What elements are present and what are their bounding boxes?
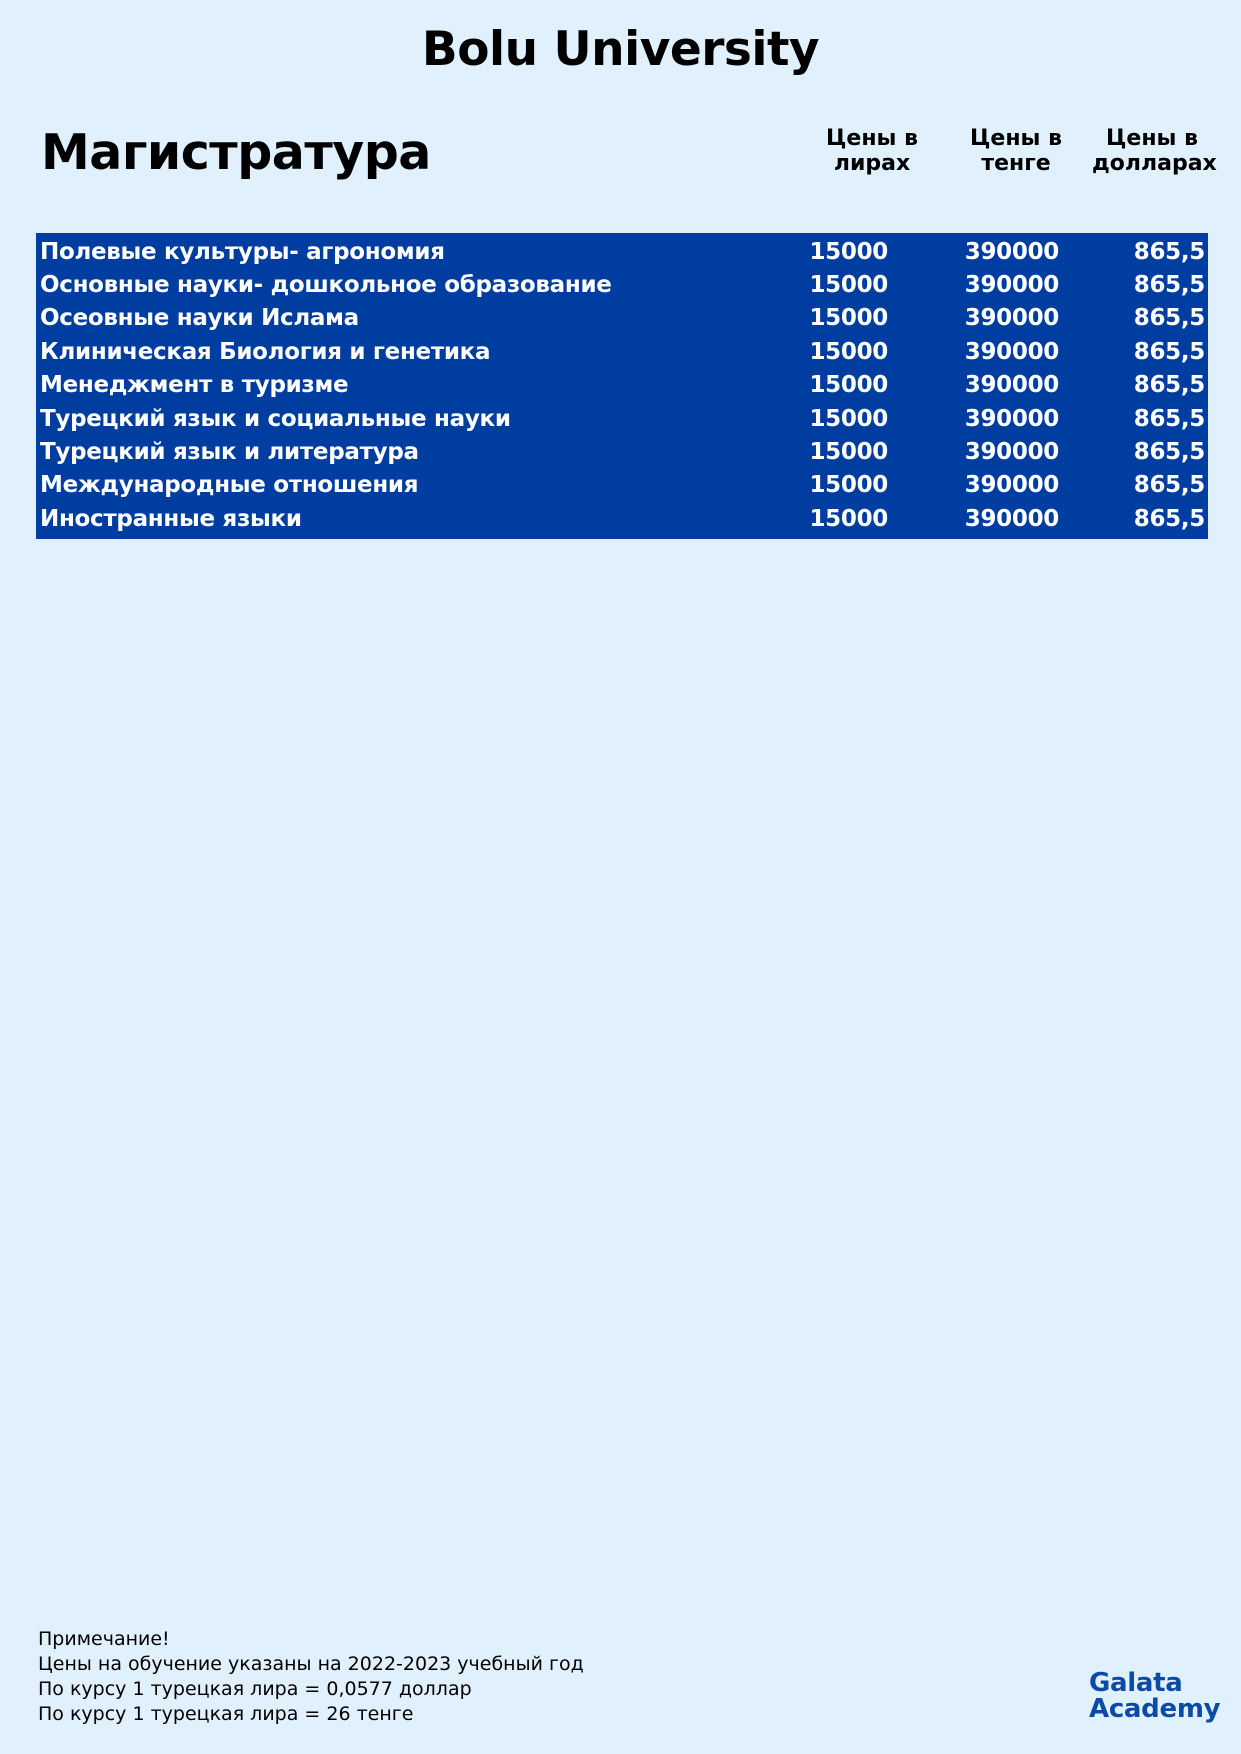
program-name: Иностранные языки [40, 505, 302, 532]
price-tenge: 390000 [964, 338, 1059, 365]
price-lira: 15000 [809, 472, 888, 499]
price-lira: 15000 [809, 505, 888, 532]
price-usd: 865,5 [1133, 439, 1205, 466]
column-header-tenge [956, 126, 1076, 176]
price-usd: 865,5 [1133, 372, 1205, 399]
logo-line1: Galata [1089, 1668, 1183, 1698]
galata-academy-logo [1089, 1670, 1220, 1722]
price-tenge: 390000 [964, 439, 1059, 466]
note-line: По курсу 1 турецкая лира = 26 тенге [38, 1703, 414, 1725]
price-tenge: 390000 [964, 505, 1059, 532]
price-table [36, 233, 1208, 539]
column-header-lira [812, 126, 932, 176]
program-name: Клиническая Биология и генетика [40, 338, 491, 365]
price-lira: 15000 [809, 372, 888, 399]
table-row [36, 369, 1208, 402]
price-lira: 15000 [809, 439, 888, 466]
program-name: Основные науки- дошкольное образование [40, 272, 612, 299]
price-tenge: 390000 [964, 472, 1059, 499]
price-lira: 15000 [809, 405, 888, 432]
price-tenge: 390000 [964, 305, 1059, 332]
logo-line2: Academy [1089, 1694, 1221, 1724]
price-lira: 15000 [809, 272, 888, 299]
column-header-usd-line1: Цены в [1105, 126, 1198, 151]
program-name: Турецкий язык и социальные науки [40, 405, 511, 432]
footnotes [38, 1627, 584, 1727]
price-lira: 15000 [809, 305, 888, 332]
table-row [36, 469, 1208, 502]
price-usd: 865,5 [1133, 238, 1205, 265]
table-row [36, 302, 1208, 335]
table-row [36, 268, 1208, 301]
table-row [36, 402, 1208, 435]
table-row [36, 502, 1208, 535]
column-header-tenge-line2: тенге [981, 151, 1051, 176]
price-usd: 865,5 [1133, 272, 1205, 299]
price-lira: 15000 [809, 238, 888, 265]
program-name: Международные отношения [40, 472, 419, 499]
price-usd: 865,5 [1133, 338, 1205, 365]
column-header-lira-line2: лирах [833, 151, 911, 176]
program-name: Полевые культуры- агрономия [40, 238, 445, 265]
price-usd: 865,5 [1133, 305, 1205, 332]
table-row [36, 335, 1208, 368]
page-title: Bolu University [421, 22, 820, 77]
note-line: Цены на обучение указаны на 2022-2023 учебный год [38, 1653, 584, 1675]
note-heading: Примечание! [38, 1628, 170, 1650]
program-name: Менеджмент в туризме [40, 372, 349, 399]
column-header-usd-line2: долларах [1092, 151, 1217, 176]
column-header-usd [1092, 126, 1217, 176]
price-usd: 865,5 [1133, 472, 1205, 499]
column-header-lira-line1: Цены в [825, 126, 918, 151]
price-tenge: 390000 [964, 372, 1059, 399]
column-header-tenge-line1: Цены в [969, 126, 1062, 151]
section-heading: Магистратура [41, 124, 431, 181]
price-tenge: 390000 [964, 272, 1059, 299]
price-tenge: 390000 [964, 238, 1059, 265]
price-usd: 865,5 [1133, 405, 1205, 432]
note-line: По курсу 1 турецкая лира = 0,0577 доллар [38, 1678, 472, 1700]
price-lira: 15000 [809, 338, 888, 365]
program-name: Осеовные науки Ислама [40, 305, 359, 332]
table-row [36, 435, 1208, 468]
price-usd: 865,5 [1133, 505, 1205, 532]
program-name: Турецкий язык и литература [40, 439, 419, 466]
table-row [36, 235, 1208, 268]
price-tenge: 390000 [964, 405, 1059, 432]
